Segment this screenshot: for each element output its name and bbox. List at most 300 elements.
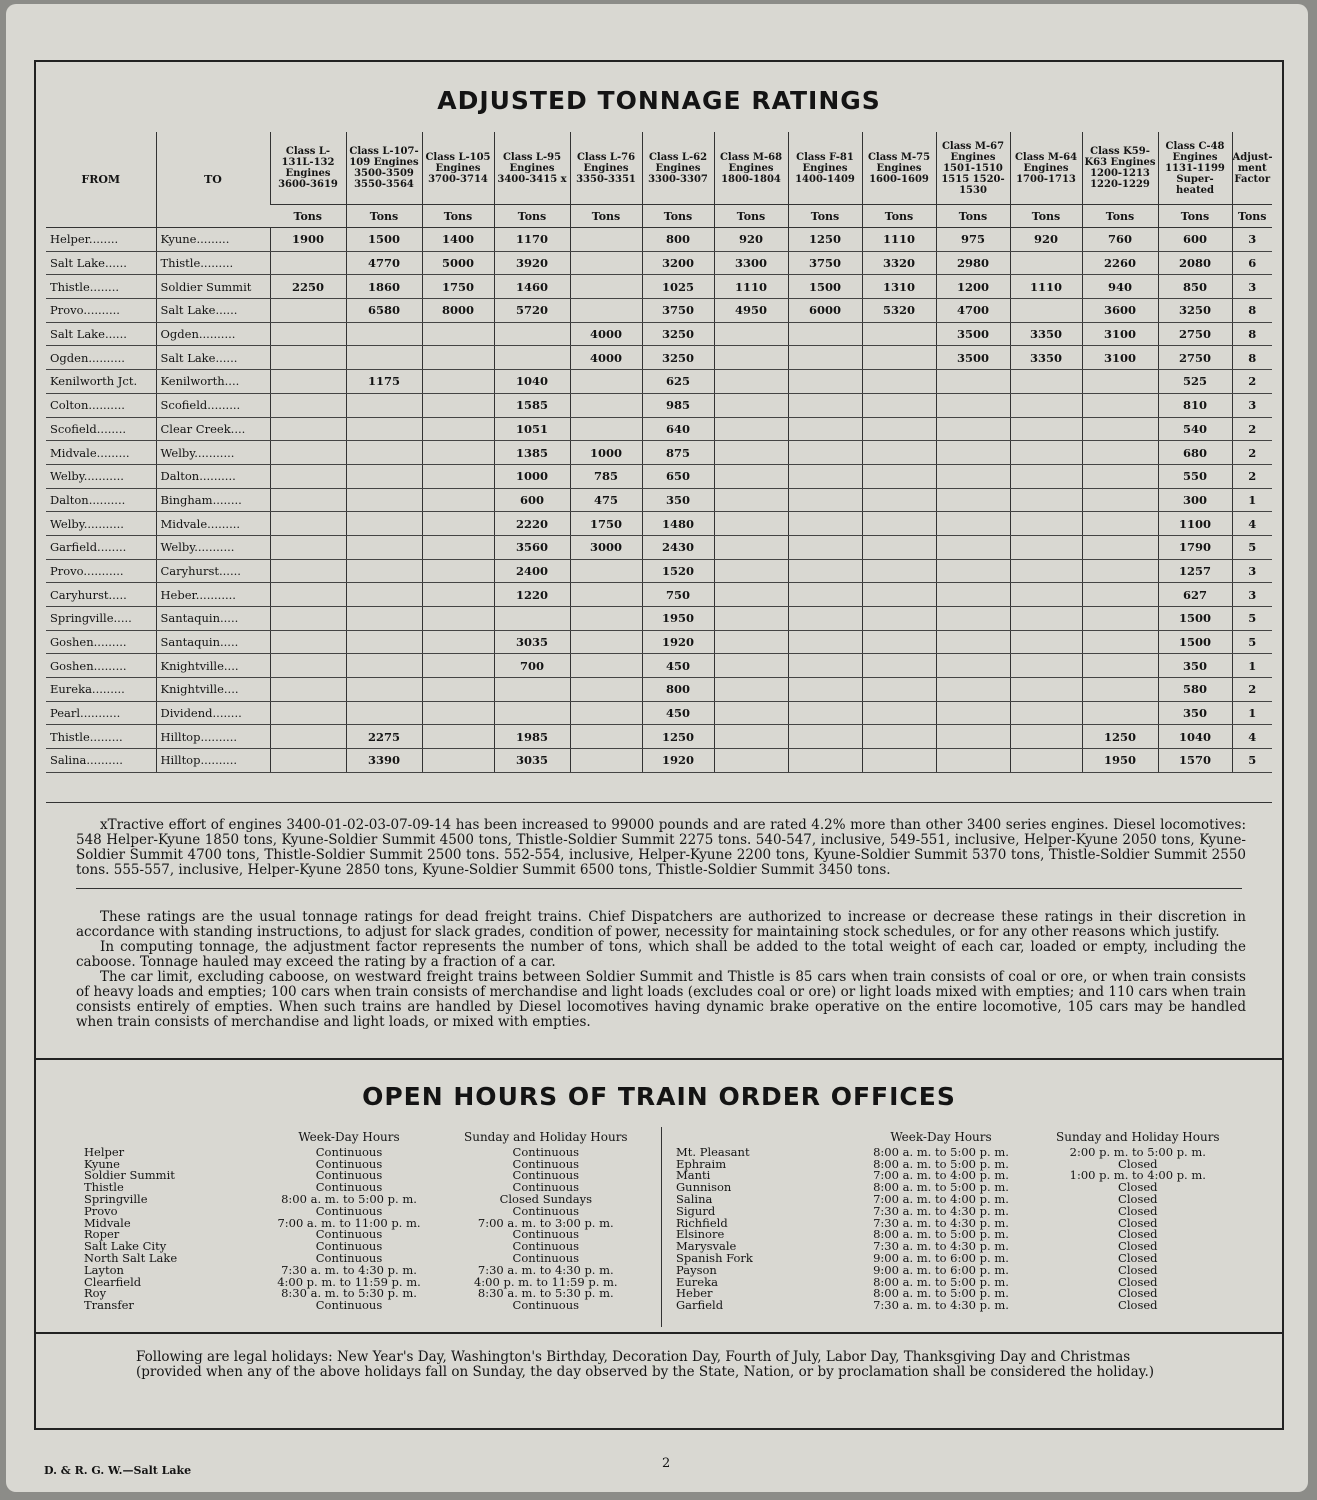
tractive-effort-note: [76, 818, 1246, 878]
tons-cell: [422, 583, 494, 607]
table-row: [46, 535, 1272, 559]
unit-header: Tons: [346, 205, 422, 228]
tons-cell: 3500: [936, 322, 1010, 346]
tons-cell: [1082, 417, 1158, 441]
tons-cell: 1790: [1158, 535, 1232, 559]
tons-cell: 3500: [936, 346, 1010, 370]
tons-cell: 1950: [1082, 749, 1158, 773]
tons-cell: [494, 322, 570, 346]
from-cell: Dalton..........: [46, 488, 156, 512]
tons-cell: [714, 464, 788, 488]
sunday-hours: Closed: [1118, 1239, 1158, 1254]
tons-cell: 3750: [642, 299, 714, 323]
tons-cell: 5320: [862, 299, 936, 323]
tons-cell: [714, 701, 788, 725]
tons-cell: 2: [1232, 441, 1272, 465]
table-row: [46, 393, 1272, 417]
office-name: Richfield: [676, 1215, 728, 1230]
from-cell: Kenilworth Jct.: [46, 370, 156, 394]
from-cell: Midvale.........: [46, 441, 156, 465]
table-row: [46, 607, 1272, 631]
column-header: Class M-67 Engines 1501-1510 1515 1520-1530: [936, 132, 1010, 205]
tons-cell: [346, 654, 422, 678]
tons-cell: [422, 464, 494, 488]
tons-cell: 6000: [788, 299, 862, 323]
tons-cell: 875: [642, 441, 714, 465]
tons-cell: [1010, 701, 1082, 725]
tons-cell: [270, 678, 346, 702]
office-name: Salt Lake City: [84, 1239, 167, 1254]
page-frame: [34, 60, 1284, 1430]
table-row: [46, 370, 1272, 394]
office-name: Eureka: [676, 1274, 718, 1289]
tons-cell: [714, 488, 788, 512]
from-cell: Welby...........: [46, 464, 156, 488]
tons-cell: [1082, 441, 1158, 465]
tons-cell: 650: [642, 464, 714, 488]
tons-cell: [346, 464, 422, 488]
office-name: Elsinore: [676, 1227, 725, 1242]
tons-cell: [270, 393, 346, 417]
sunday-header: Sunday and Holiday Hours: [464, 1130, 628, 1144]
unit-header: Tons: [570, 205, 642, 228]
tons-cell: [862, 441, 936, 465]
from-cell: Salt Lake......: [46, 251, 156, 275]
column-header: Class M-75 Engines 1600-1609: [862, 132, 936, 205]
tons-cell: [422, 654, 494, 678]
to-cell: Salt Lake......: [156, 346, 270, 370]
tons-cell: 3035: [494, 749, 570, 773]
tons-cell: [270, 441, 346, 465]
office-name: Gunnison: [676, 1180, 732, 1195]
tons-cell: [270, 654, 346, 678]
tons-cell: [1010, 607, 1082, 631]
tons-cell: [1010, 725, 1082, 749]
office-name: Manti: [676, 1168, 711, 1183]
tons-cell: 8000: [422, 299, 494, 323]
tons-cell: 3250: [642, 322, 714, 346]
sunday-hours: Continuous: [512, 1180, 580, 1195]
tons-cell: 1175: [346, 370, 422, 394]
column-header: FROM: [46, 132, 156, 228]
tons-cell: [570, 559, 642, 583]
to-cell: Ogden..........: [156, 322, 270, 346]
weekday-hours: 8:00 a. m. to 5:00 p. m.: [873, 1156, 1009, 1171]
tons-cell: 6580: [346, 299, 422, 323]
tons-cell: [1010, 441, 1082, 465]
sunday-hours: Closed: [1118, 1227, 1158, 1242]
weekday-hours: 9:00 a. m. to 6:00 p. m.: [873, 1262, 1009, 1277]
tons-cell: [714, 322, 788, 346]
tons-cell: 1920: [642, 630, 714, 654]
office-name: Kyune: [84, 1156, 120, 1171]
tons-cell: 1200: [936, 275, 1010, 299]
office-name: Marysvale: [676, 1239, 737, 1254]
weekday-hours: 7:30 a. m. to 4:30 p. m.: [281, 1262, 417, 1277]
weekday-header: Week-Day Hours: [890, 1130, 992, 1144]
tons-cell: [936, 393, 1010, 417]
tons-cell: [346, 512, 422, 536]
tons-cell: [270, 559, 346, 583]
tons-cell: [1010, 559, 1082, 583]
tons-cell: [1082, 488, 1158, 512]
to-cell: Heber...........: [156, 583, 270, 607]
tons-cell: [1082, 370, 1158, 394]
tons-cell: [422, 749, 494, 773]
tons-cell: 1110: [714, 275, 788, 299]
tons-cell: [788, 607, 862, 631]
divider: [76, 888, 1242, 889]
tons-cell: [862, 749, 936, 773]
weekday-hours: 7:00 a. m. to 4:00 p. m.: [873, 1168, 1009, 1183]
tons-cell: [1082, 654, 1158, 678]
tons-cell: [270, 535, 346, 559]
column-header: Class K59-K63 Engines 1200-1213 1220-1229: [1082, 132, 1158, 205]
weekday-hours: 8:00 a. m. to 5:00 p. m.: [873, 1180, 1009, 1195]
tons-cell: 8: [1232, 346, 1272, 370]
office-row: [84, 1300, 628, 1312]
legal-holidays: Following are legal holidays: New Year's Day, Washington's Birthday, Decoration Day, Fourth of July, Labor Day, Thanksgiving Day and Christmas (provided when any of the above holidays fall on Sunday, the day observed by the State, Nation, or by proclamation shall be considered the holiday.): [136, 1349, 1155, 1380]
tons-cell: [788, 512, 862, 536]
sunday-hours: Closed: [1118, 1180, 1158, 1195]
weekday-hours: Continuous: [315, 1156, 383, 1171]
tons-cell: [570, 607, 642, 631]
tons-cell: [1082, 464, 1158, 488]
to-cell: Dalton..........: [156, 464, 270, 488]
tons-cell: [1082, 607, 1158, 631]
to-cell: Santaquin.....: [156, 607, 270, 631]
tons-cell: [936, 583, 1010, 607]
tons-cell: 475: [570, 488, 642, 512]
tons-cell: [270, 417, 346, 441]
tons-cell: [346, 607, 422, 631]
from-cell: Helper........: [46, 228, 156, 252]
tons-cell: [422, 393, 494, 417]
office-name: Garfield: [676, 1298, 724, 1313]
tons-cell: [862, 464, 936, 488]
office-row: [676, 1300, 1220, 1312]
tons-cell: [346, 393, 422, 417]
from-cell: Goshen.........: [46, 630, 156, 654]
tons-cell: [862, 417, 936, 441]
tons-cell: 600: [1158, 228, 1232, 252]
tons-cell: 1585: [494, 393, 570, 417]
sunday-hours: Closed: [1118, 1215, 1158, 1230]
tons-cell: 3350: [1010, 346, 1082, 370]
tons-cell: 1900: [270, 228, 346, 252]
tons-cell: 3: [1232, 275, 1272, 299]
weekday-hours: 8:00 a. m. to 5:00 p. m.: [873, 1286, 1009, 1301]
unit-header: Tons: [642, 205, 714, 228]
column-header: Class L-62 Engines 3300-3307: [642, 132, 714, 205]
tons-cell: [862, 607, 936, 631]
weekday-hours: Continuous: [315, 1168, 383, 1183]
tons-cell: 1051: [494, 417, 570, 441]
tons-cell: [788, 346, 862, 370]
tons-cell: [936, 678, 1010, 702]
office-name: Payson: [676, 1262, 717, 1277]
tons-cell: [346, 322, 422, 346]
tons-cell: [714, 749, 788, 773]
tons-cell: [270, 512, 346, 536]
table-row: [46, 512, 1272, 536]
tons-cell: [270, 370, 346, 394]
table-row: [46, 299, 1272, 323]
weekday-hours: 7:30 a. m. to 4:30 p. m.: [873, 1239, 1009, 1254]
from-cell: Eureka.........: [46, 678, 156, 702]
tons-cell: [270, 701, 346, 725]
tons-cell: [570, 275, 642, 299]
tons-cell: [936, 512, 1010, 536]
table-row: [46, 678, 1272, 702]
table-row: [46, 275, 1272, 299]
table-row: [46, 583, 1272, 607]
rating-instructions: [76, 910, 1246, 1030]
from-cell: Ogden..........: [46, 346, 156, 370]
tons-cell: [422, 322, 494, 346]
tons-cell: [422, 630, 494, 654]
tons-cell: [422, 535, 494, 559]
tons-cell: 2750: [1158, 322, 1232, 346]
column-header: Class L-105 Engines 3700-3714: [422, 132, 494, 205]
tons-cell: [788, 464, 862, 488]
tons-cell: [862, 512, 936, 536]
tons-cell: [788, 535, 862, 559]
tons-cell: 1920: [642, 749, 714, 773]
section-divider: [36, 1058, 1282, 1060]
tons-cell: 625: [642, 370, 714, 394]
weekday-hours: 7:00 a. m. to 4:00 p. m.: [873, 1191, 1009, 1206]
tons-cell: [788, 701, 862, 725]
footer-railroad: D. & R. G. W.—Salt Lake: [44, 1464, 192, 1477]
tons-cell: [788, 559, 862, 583]
tons-cell: [788, 725, 862, 749]
note-text: In computing tonnage, the adjustment factor represents the number of tons, which shall be added to the total weight of each car, loaded or empty, including the caboose. Tonnage hauled may exceed the rating by a fraction of a car.: [76, 939, 1246, 970]
unit-header: Tons: [862, 205, 936, 228]
tons-cell: 1250: [642, 725, 714, 749]
tons-cell: 3: [1232, 559, 1272, 583]
tons-cell: 1110: [1010, 275, 1082, 299]
to-cell: Thistle.........: [156, 251, 270, 275]
from-cell: Scofield........: [46, 417, 156, 441]
tons-cell: [1010, 417, 1082, 441]
from-cell: Salt Lake......: [46, 322, 156, 346]
tons-cell: [270, 607, 346, 631]
tons-cell: [862, 654, 936, 678]
tons-cell: [570, 583, 642, 607]
tons-cell: 1500: [1158, 607, 1232, 631]
tons-cell: 3: [1232, 583, 1272, 607]
tons-cell: [422, 678, 494, 702]
from-cell: Thistle........: [46, 275, 156, 299]
sunday-hours: 1:00 p. m. to 4:00 p. m.: [1069, 1168, 1206, 1183]
table-row: [46, 488, 1272, 512]
tons-cell: 1257: [1158, 559, 1232, 583]
sunday-hours: Continuous: [512, 1239, 580, 1254]
tons-cell: 350: [642, 488, 714, 512]
table-body: [46, 228, 1272, 773]
office-name: Provo: [84, 1203, 118, 1218]
tons-cell: 800: [642, 228, 714, 252]
tons-cell: [936, 535, 1010, 559]
timetable-page: [6, 4, 1308, 1492]
tons-cell: 1100: [1158, 512, 1232, 536]
weekday-hours: 9:00 a. m. to 6:00 p. m.: [873, 1250, 1009, 1265]
tons-cell: 1500: [788, 275, 862, 299]
section-divider: [36, 1332, 1282, 1334]
weekday-hours: 8:00 a. m. to 5:00 p. m.: [873, 1274, 1009, 1289]
tons-cell: 3: [1232, 228, 1272, 252]
from-cell: Colton..........: [46, 393, 156, 417]
column-header: Adjust-ment Factor: [1232, 132, 1272, 205]
tons-cell: [570, 417, 642, 441]
tons-cell: 1: [1232, 488, 1272, 512]
tons-cell: 1040: [1158, 725, 1232, 749]
sunday-hours: Closed: [1118, 1286, 1158, 1301]
table-row: [46, 346, 1272, 370]
tons-cell: [714, 583, 788, 607]
weekday-hours: 4:00 p. m. to 11:59 p. m.: [277, 1274, 421, 1289]
tons-cell: [714, 346, 788, 370]
table-row: [46, 559, 1272, 583]
weekday-hours: Continuous: [315, 1203, 383, 1218]
tons-cell: [788, 488, 862, 512]
sunday-hours: Closed: [1118, 1156, 1158, 1171]
tons-cell: [862, 725, 936, 749]
tons-cell: [714, 654, 788, 678]
tons-cell: [346, 346, 422, 370]
tons-cell: 5: [1232, 607, 1272, 631]
tons-cell: 1310: [862, 275, 936, 299]
tons-cell: [270, 749, 346, 773]
sunday-hours: Closed: [1118, 1203, 1158, 1218]
table-row: [46, 251, 1272, 275]
tons-cell: [936, 607, 1010, 631]
tons-cell: 1460: [494, 275, 570, 299]
office-name: Salina: [676, 1191, 713, 1206]
tons-cell: [714, 417, 788, 441]
tons-cell: 3: [1232, 393, 1272, 417]
to-cell: Scofield.........: [156, 393, 270, 417]
weekday-hours: 7:30 a. m. to 4:30 p. m.: [873, 1203, 1009, 1218]
tons-cell: 1: [1232, 654, 1272, 678]
tons-cell: [1010, 749, 1082, 773]
tons-cell: [570, 228, 642, 252]
tons-cell: 3000: [570, 535, 642, 559]
office-name: Springville: [84, 1191, 148, 1206]
tons-cell: [1010, 512, 1082, 536]
tons-cell: 300: [1158, 488, 1232, 512]
tons-cell: [270, 583, 346, 607]
table-row: [46, 322, 1272, 346]
tons-cell: [1010, 393, 1082, 417]
tons-cell: [494, 607, 570, 631]
tons-cell: [862, 488, 936, 512]
from-cell: Provo..........: [46, 299, 156, 323]
tons-cell: 975: [936, 228, 1010, 252]
tons-cell: 785: [570, 464, 642, 488]
tons-cell: 2220: [494, 512, 570, 536]
tons-cell: 2260: [1082, 251, 1158, 275]
tons-cell: 700: [494, 654, 570, 678]
column-divider: [661, 1127, 662, 1327]
tons-cell: [862, 322, 936, 346]
office-name: Roper: [84, 1227, 120, 1242]
tons-cell: [346, 417, 422, 441]
sunday-hours: Closed Sundays: [499, 1191, 593, 1206]
tons-cell: [1010, 488, 1082, 512]
tons-cell: [1010, 299, 1082, 323]
office-name: Mt. Pleasant: [676, 1144, 750, 1159]
tons-cell: 8: [1232, 322, 1272, 346]
table-row: [46, 654, 1272, 678]
tons-cell: [1082, 701, 1158, 725]
tons-cell: 4700: [936, 299, 1010, 323]
tons-cell: [936, 749, 1010, 773]
office-hours-right: [676, 1132, 1220, 1312]
tons-cell: [1082, 583, 1158, 607]
tons-cell: [570, 654, 642, 678]
tons-cell: [936, 464, 1010, 488]
unit-header: Tons: [1082, 205, 1158, 228]
tons-cell: 810: [1158, 393, 1232, 417]
tons-cell: [346, 535, 422, 559]
tons-cell: 1250: [788, 228, 862, 252]
weekday-hours: 7:30 a. m. to 4:30 p. m.: [873, 1215, 1009, 1230]
sunday-header: Sunday and Holiday Hours: [1056, 1130, 1220, 1144]
unit-header: Tons: [1010, 205, 1082, 228]
tons-cell: [270, 725, 346, 749]
tons-cell: [1082, 535, 1158, 559]
tons-cell: 760: [1082, 228, 1158, 252]
tons-cell: 2: [1232, 417, 1272, 441]
tons-cell: [570, 299, 642, 323]
tons-cell: 350: [1158, 654, 1232, 678]
office-name: Heber: [676, 1286, 713, 1301]
tons-cell: 3250: [1158, 299, 1232, 323]
tons-cell: [714, 607, 788, 631]
tons-cell: [422, 370, 494, 394]
tons-cell: [788, 583, 862, 607]
tons-cell: 6: [1232, 251, 1272, 275]
tons-cell: 5: [1232, 630, 1272, 654]
tons-cell: [346, 488, 422, 512]
tons-cell: [422, 701, 494, 725]
tons-cell: [1010, 535, 1082, 559]
tons-cell: [346, 678, 422, 702]
tons-cell: [346, 441, 422, 465]
ratings-title: ADJUSTED TONNAGE RATINGS: [437, 86, 881, 115]
tons-cell: 1110: [862, 228, 936, 252]
weekday-hours: Continuous: [315, 1180, 383, 1195]
weekday-hours: Continuous: [315, 1239, 383, 1254]
tons-cell: 2250: [270, 275, 346, 299]
tons-cell: 3600: [1082, 299, 1158, 323]
tons-cell: 540: [1158, 417, 1232, 441]
column-header: Class L-95 Engines 3400-3415 x: [494, 132, 570, 205]
tons-cell: 2: [1232, 678, 1272, 702]
office-name: North Salt Lake: [84, 1250, 178, 1265]
tons-cell: 5: [1232, 535, 1272, 559]
sunday-hours: Continuous: [512, 1298, 580, 1313]
column-header: TO: [156, 132, 270, 228]
column-header: Class F-81 Engines 1400-1409: [788, 132, 862, 205]
office-name: Helper: [84, 1144, 125, 1159]
tons-cell: 627: [1158, 583, 1232, 607]
tons-cell: [788, 654, 862, 678]
unit-header: Tons: [1232, 205, 1272, 228]
tons-cell: 1: [1232, 701, 1272, 725]
